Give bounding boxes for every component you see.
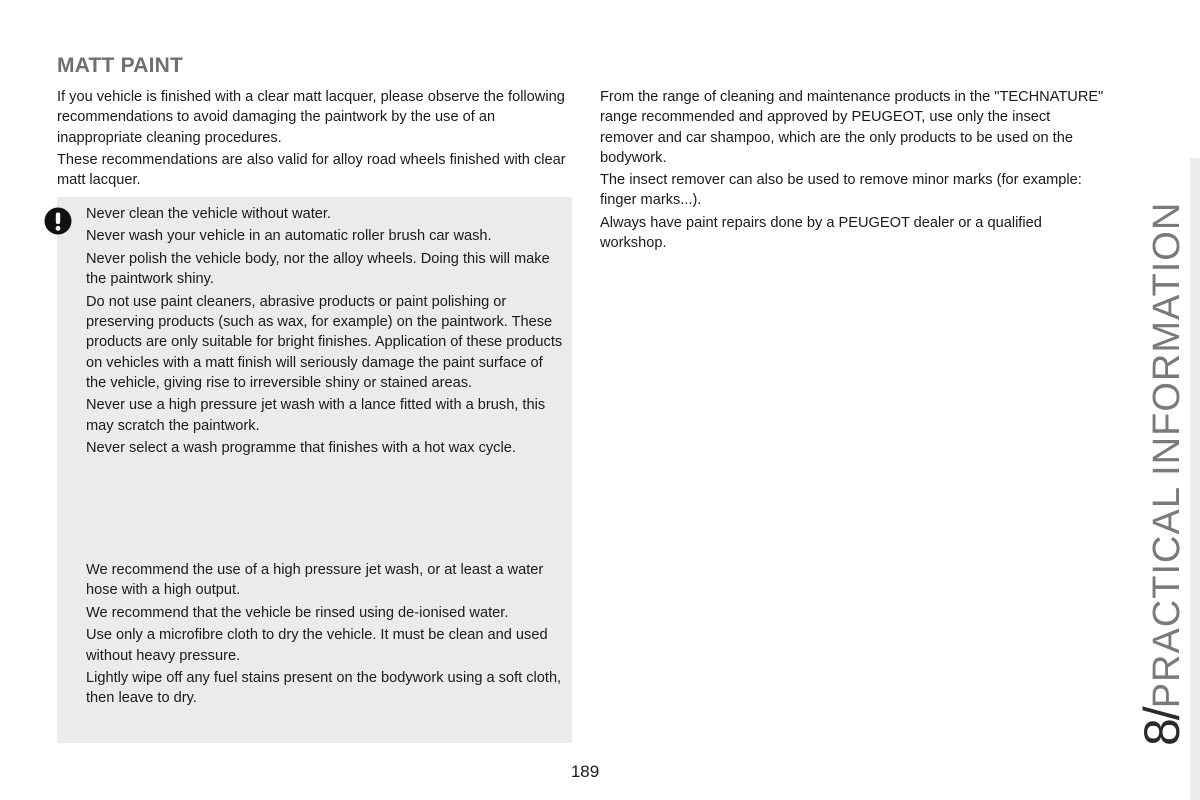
chapter-name: PRACTICAL INFORMATION <box>1146 201 1188 709</box>
page-number: 189 <box>570 762 600 781</box>
side-strip <box>1190 158 1200 800</box>
warning-item: Never select a wash programme that finishes with a hot wax cycle. <box>86 440 516 457</box>
intro-paragraph: These recommendations are also valid for alloy road wheels finished with clear matt lacquer. <box>57 151 566 189</box>
recommendation-item: We recommend the use of a high pressure jet wash, or at least a water hose with a high output. <box>86 562 544 599</box>
right-paragraph: From the range of cleaning and maintenance products in the "TECHNATURE" range recommended and approved by PEUGEOT, use only the insect remover and car shampoo, which are the only products to be used on the bodywork. <box>600 89 1104 166</box>
warning-list <box>86 204 566 461</box>
warning-item: Never wash your vehicle in an automatic roller brush car wash. <box>86 228 492 245</box>
right-paragraph: The insect remover can also be used to remove minor marks (for example: finger marks...). <box>600 172 1082 209</box>
recommendation-list <box>86 560 566 711</box>
chapter-label <box>1133 202 1191 746</box>
warning-item: Never clean the vehicle without water. <box>86 206 331 222</box>
warning-item: Do not use paint cleaners, abrasive products or paint polishing or preserving products (such as wax, for example) on the paintwork. These products are only suitable for bright finishes. Application of these products on vehicles with a matt finish will seriously damage the paint surface of the vehicle, giving rise to irreversible shiny or stained areas. <box>86 293 563 391</box>
right-paragraph: Always have paint repairs done by a PEUGEOT dealer or a qualified workshop. <box>600 214 1042 252</box>
right-column <box>600 87 1105 255</box>
recommendation-item: Use only a microfibre cloth to dry the vehicle. It must be clean and used without heavy pressure. <box>86 627 548 664</box>
intro-column <box>57 87 577 192</box>
exclamation-icon <box>44 207 72 235</box>
chapter-number: 8/ <box>1134 708 1190 746</box>
recommendation-item: Lightly wipe off any fuel stains present on the bodywork using a soft cloth, then leave to dry. <box>86 670 562 707</box>
warning-item: Never use a high pressure jet wash with a lance fitted with a brush, this may scratch the paintwork. <box>86 397 546 434</box>
warning-item: Never polish the vehicle body, nor the alloy wheels. Doing this will make the paintwork shiny. <box>86 250 550 288</box>
recommendation-item: We recommend that the vehicle be rinsed using de-ionised water. <box>86 604 509 621</box>
intro-paragraph: If you vehicle is finished with a clear matt lacquer, please observe the following recommendations to avoid damaging the paintwork by the use of an inappropriate cleaning procedures. <box>57 89 565 146</box>
section-title: MATT PAINT <box>57 54 184 77</box>
